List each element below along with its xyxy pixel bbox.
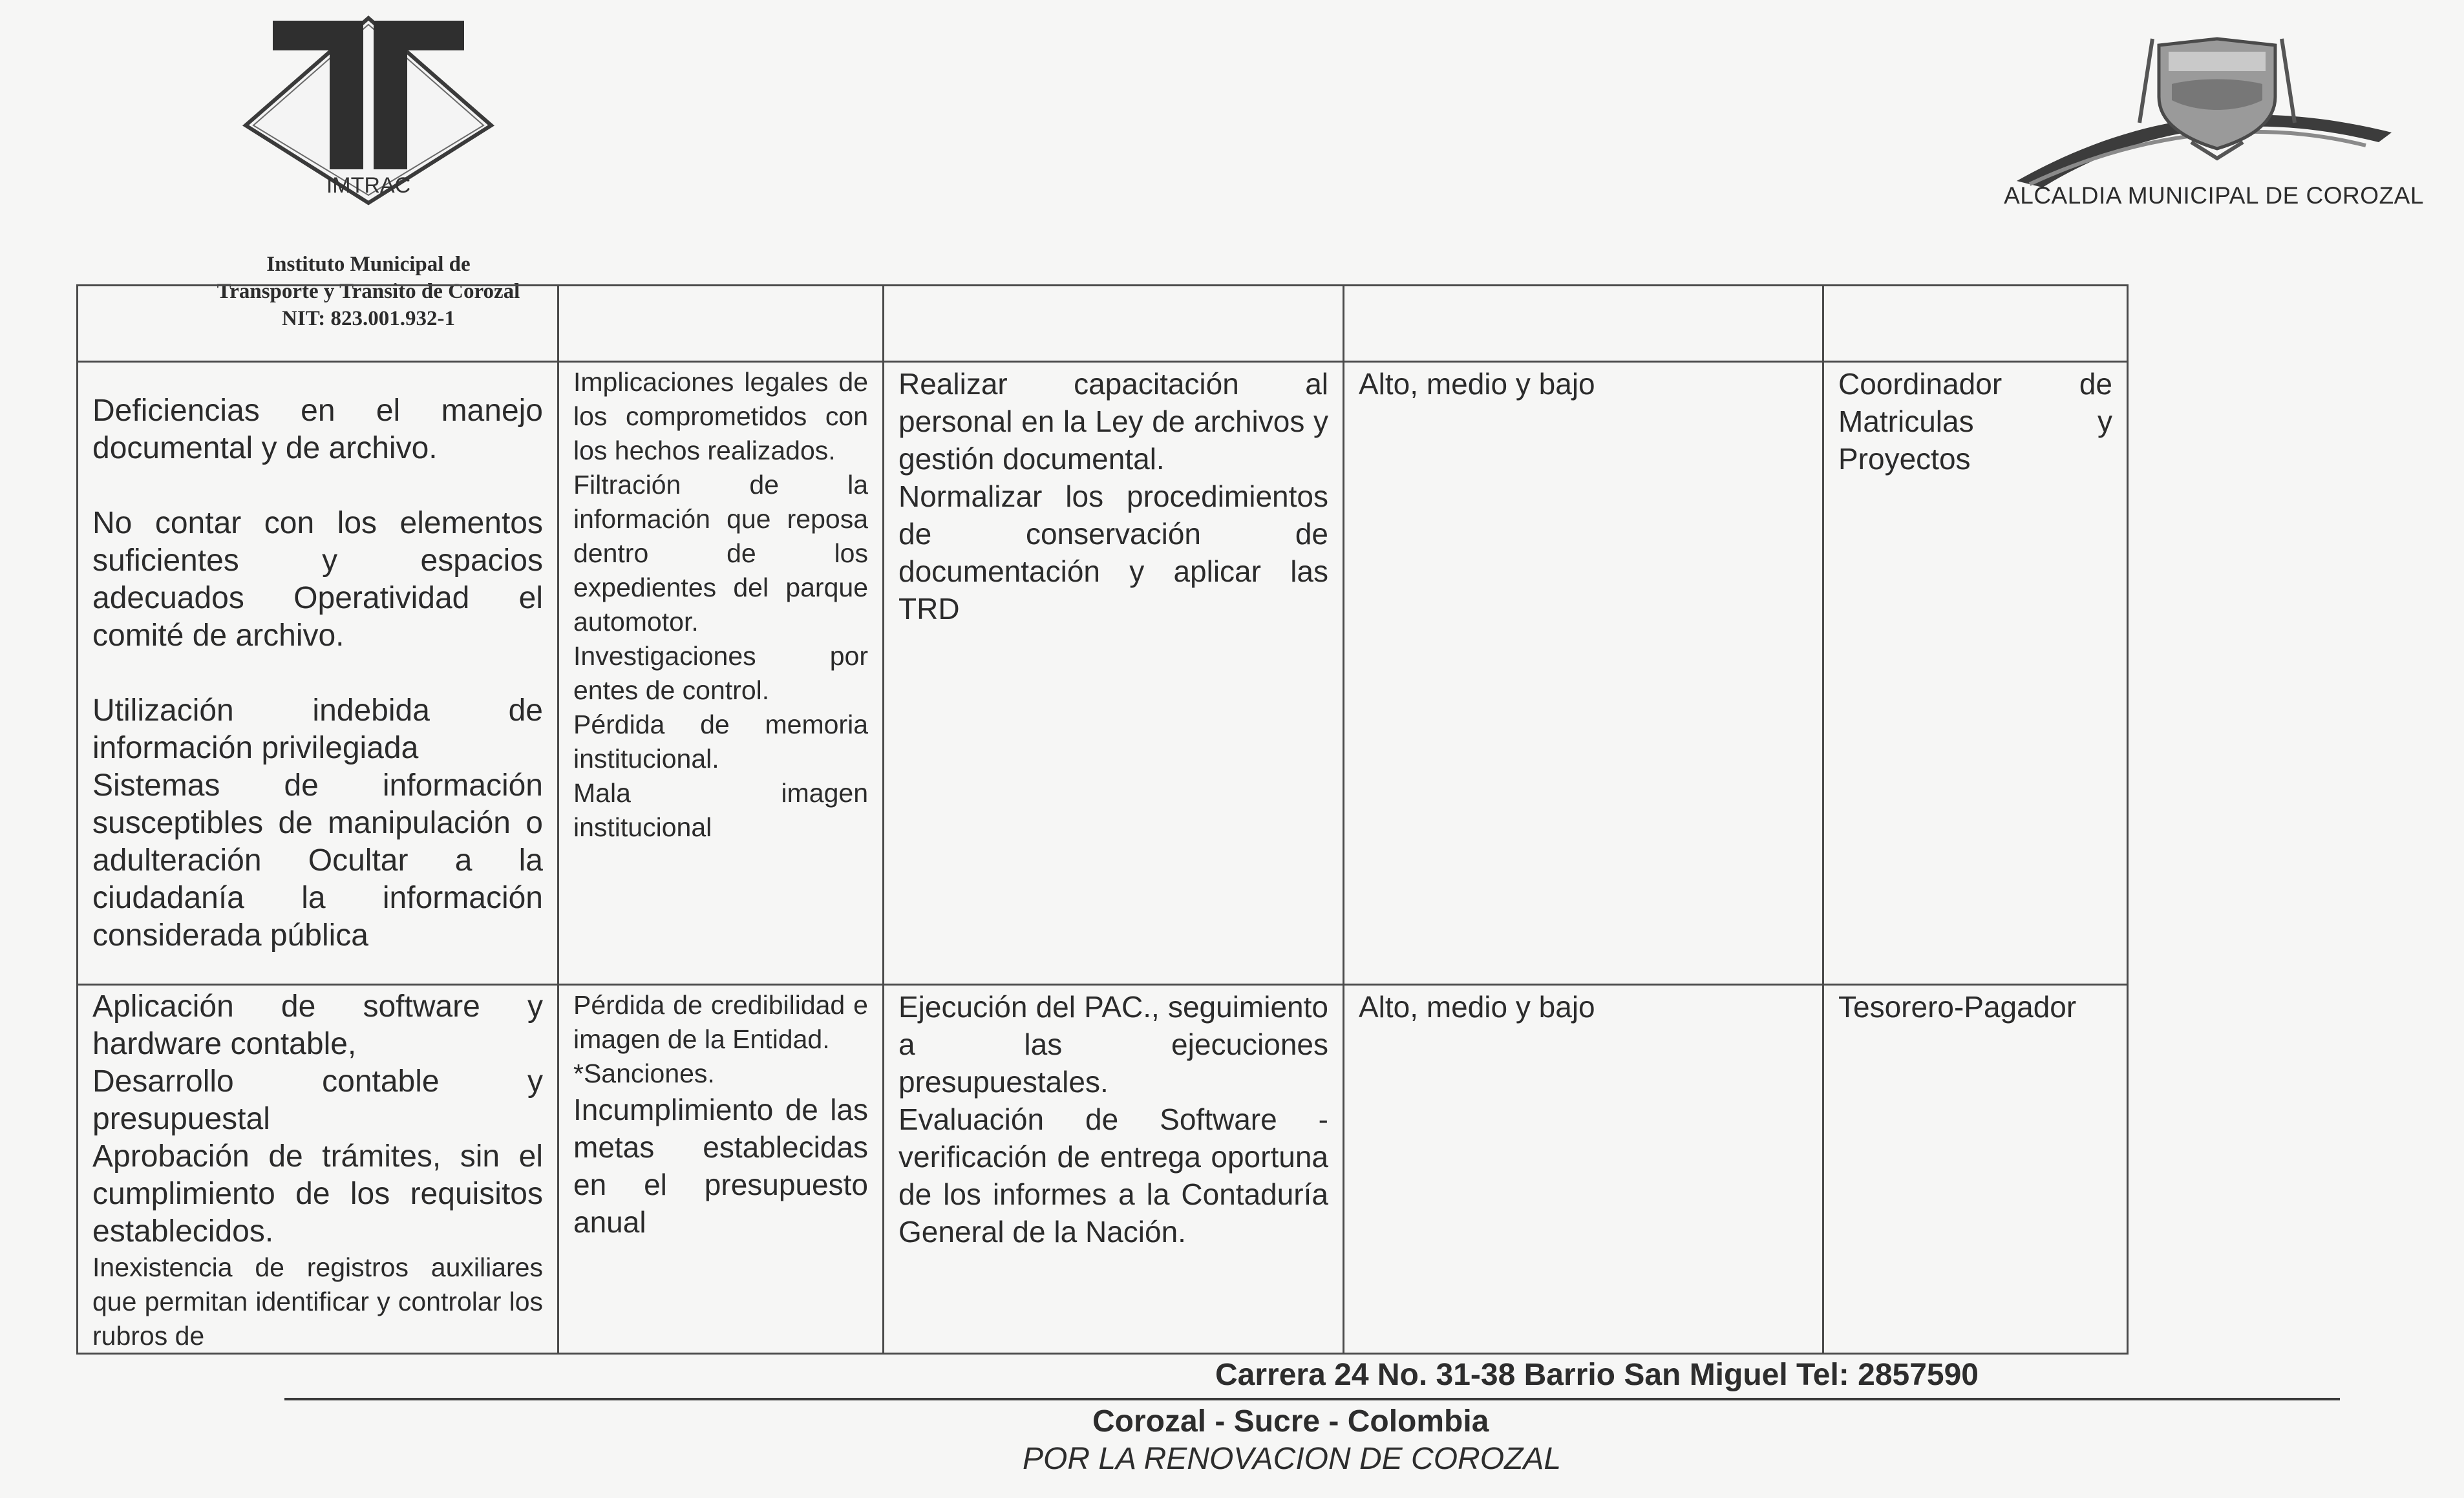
table-cell-responsible (1823, 362, 2128, 985)
cause-text: Inexistencia de registros auxiliares que permitan identificar y controlar los rubros de (92, 1252, 543, 1350)
cause-text: Deficiencias en el manejo documental y de archivo. (92, 394, 543, 465)
table-cell-empty (78, 286, 558, 362)
table-cell-empty (884, 286, 1344, 362)
table-cell-empty (1344, 286, 1823, 362)
cause-text: Sistemas de información susceptibles de manipulación o adulteración Ocultar a la ciudadanía la información considerada pública (92, 768, 543, 953)
table-cell-causes (78, 362, 558, 985)
consequence-text: Filtración de la información que reposa dentro de los expedientes del parque automotor. (573, 470, 868, 637)
table-cell-risk-level: Alto, medio y bajo (1344, 362, 1823, 985)
institute-nit: NIT: 823.001.932-1 (282, 307, 455, 330)
alcaldia-name: ALCALDIA MUNICIPAL DE COROZAL (2004, 182, 2424, 209)
consequence-text: Pérdida de credibilidad e imagen de la Entidad. (573, 990, 868, 1054)
alcaldia-emblem (2004, 26, 2443, 187)
table-cell-consequences (558, 362, 884, 985)
institute-name-line1: Instituto Municipal de (266, 253, 471, 276)
cause-clip (92, 988, 543, 1350)
table-cell-empty (1823, 286, 2128, 362)
table-cell-causes (78, 985, 558, 1354)
footer-slogan: POR LA RENOVACION DE COROZAL (1023, 1442, 1562, 1476)
action-text: Realizar capacitación al personal en la Ley de archivos y gestión documental. (898, 367, 1328, 476)
consequence-text: Incumplimiento de las metas establecidas en el presupuesto anual (573, 1093, 868, 1239)
cause-text: Aprobación de trámites, sin el cumplimiento de los requisitos establecidos. (92, 1139, 543, 1249)
action-text: Evaluación de Software - verificación de entrega oportuna de los informes a la Contaduría General de la Nación. (898, 1102, 1328, 1249)
institute-name-line2: Transporte y Transito de Corozal (217, 280, 520, 303)
table-cell-risk-level: Alto, medio y bajo (1344, 985, 1823, 1354)
table-row (78, 362, 2128, 985)
consequence-text: Investigaciones por entes de control. (573, 641, 868, 705)
cause-text: No contar con los elementos suficientes y espacios adecuados Operatividad el comité de archivo. (92, 506, 543, 653)
consequence-text: Pérdida de memoria institucional. (573, 710, 868, 774)
consequence-text: *Sanciones. (573, 1059, 715, 1088)
cause-text: Aplicación de software y hardware contable, (92, 989, 543, 1061)
table-cell-responsible: Tesorero-Pagador (1823, 985, 2128, 1354)
action-text: Normalizar los procedimientos de conservación de documentación y aplicar las TRD (898, 480, 1328, 626)
table-row-header-empty (78, 286, 2128, 362)
risk-matrix-table (76, 284, 2129, 1355)
table-cell-consequences (558, 985, 884, 1354)
consequence-text: Mala imagen institucional (573, 778, 868, 842)
table-cell-actions (884, 362, 1344, 985)
imtrac-logo-text: IMTRAC (326, 173, 411, 198)
cause-text: Utilización indebida de información privilegiada (92, 693, 543, 765)
responsible-text: Coordinador de Matriculas y Proyectos (1838, 367, 2112, 476)
table-row (78, 985, 2128, 1354)
action-text: Ejecución del PAC., seguimiento a las ejecuciones presupuestales. (898, 990, 1328, 1099)
cause-text: Desarrollo contable y presupuestal (92, 1064, 543, 1136)
imtrac-logo (239, 14, 498, 208)
table-cell-actions (884, 985, 1344, 1354)
footer-address: Carrera 24 No. 31-38 Barrio San Miguel Tel: 2857590 (1215, 1358, 1979, 1392)
footer-divider (284, 1398, 2340, 1400)
consequence-text: Implicaciones legales de los comprometidos con los hechos realizados. (573, 367, 868, 465)
footer-city: Corozal - Sucre - Colombia (1092, 1404, 1489, 1439)
table-cell-empty (558, 286, 884, 362)
